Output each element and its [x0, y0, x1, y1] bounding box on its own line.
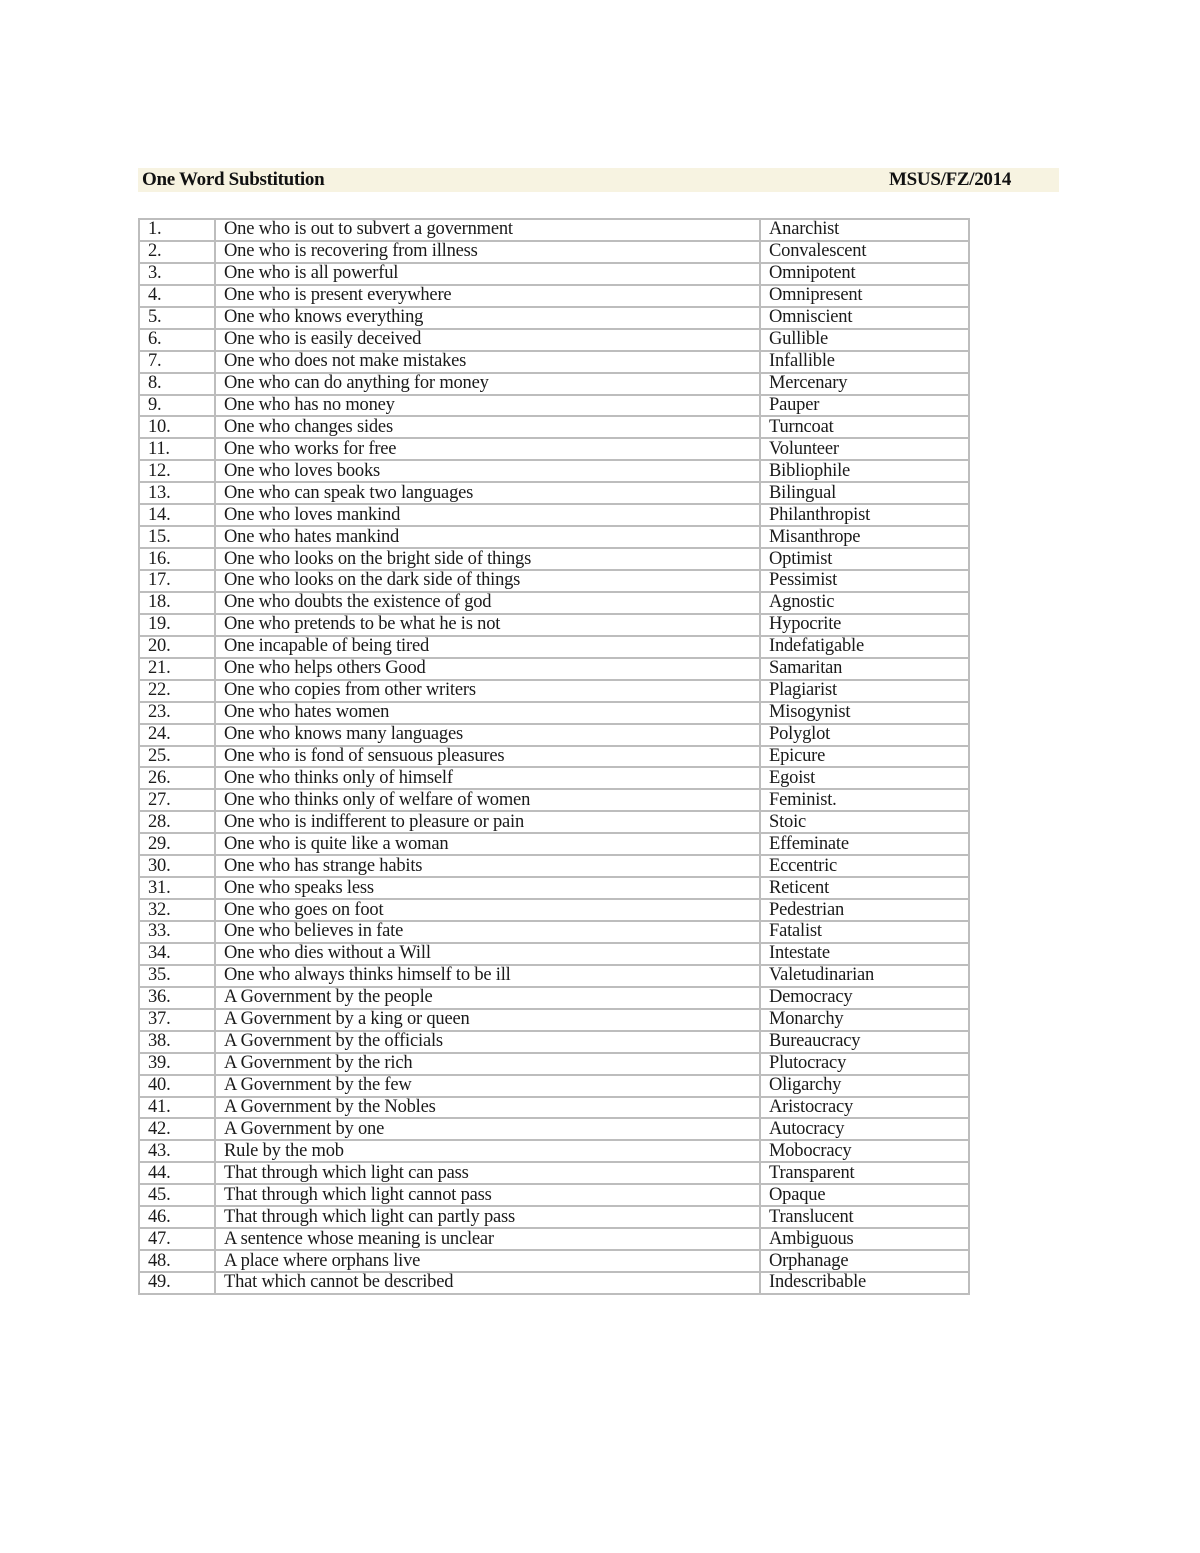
table-row	[139, 1009, 969, 1031]
row-definition: One who is out to subvert a government	[215, 219, 760, 241]
row-definition: One who looks on the dark side of things	[215, 570, 760, 592]
table-row	[139, 1206, 969, 1228]
row-definition: A place where orphans live	[215, 1250, 760, 1272]
row-word: Agnostic	[760, 592, 969, 614]
row-word: Aristocracy	[760, 1097, 969, 1119]
row-definition: A sentence whose meaning is unclear	[215, 1228, 760, 1250]
row-definition: One who has strange habits	[215, 855, 760, 877]
row-word: Polyglot	[760, 724, 969, 746]
row-number: 26.	[139, 767, 215, 789]
row-definition: One who goes on foot	[215, 899, 760, 921]
row-number: 37.	[139, 1009, 215, 1031]
row-definition: One who can speak two languages	[215, 482, 760, 504]
row-word: Reticent	[760, 877, 969, 899]
row-definition: A Government by the people	[215, 987, 760, 1009]
table-row	[139, 702, 969, 724]
row-word: Orphanage	[760, 1250, 969, 1272]
table-row	[139, 636, 969, 658]
row-word: Monarchy	[760, 1009, 969, 1031]
table-row	[139, 460, 969, 482]
row-number: 12.	[139, 460, 215, 482]
table-row	[139, 943, 969, 965]
row-definition: One who thinks only of welfare of women	[215, 789, 760, 811]
row-number: 2.	[139, 241, 215, 263]
row-definition: One who is quite like a woman	[215, 833, 760, 855]
row-number: 39.	[139, 1053, 215, 1075]
row-word: Intestate	[760, 943, 969, 965]
row-number: 17.	[139, 570, 215, 592]
table-row	[139, 1184, 969, 1206]
row-word: Philanthropist	[760, 504, 969, 526]
row-word: Omnipresent	[760, 285, 969, 307]
row-word: Volunteer	[760, 438, 969, 460]
row-word: Bureaucracy	[760, 1031, 969, 1053]
row-word: Optimist	[760, 548, 969, 570]
row-number: 23.	[139, 702, 215, 724]
row-number: 6.	[139, 329, 215, 351]
row-definition: One who is present everywhere	[215, 285, 760, 307]
table-row	[139, 724, 969, 746]
row-number: 41.	[139, 1097, 215, 1119]
table-row	[139, 767, 969, 789]
row-definition: One who knows many languages	[215, 724, 760, 746]
row-word: Pessimist	[760, 570, 969, 592]
row-definition: That through which light can partly pass	[215, 1206, 760, 1228]
row-word: Opaque	[760, 1184, 969, 1206]
row-number: 20.	[139, 636, 215, 658]
table-row	[139, 592, 969, 614]
row-definition: One who helps others Good	[215, 658, 760, 680]
row-word: Indescribable	[760, 1272, 969, 1294]
table-row	[139, 263, 969, 285]
row-definition: One who doubts the existence of god	[215, 592, 760, 614]
row-word: Gullible	[760, 329, 969, 351]
table-row	[139, 1228, 969, 1250]
row-word: Mobocracy	[760, 1140, 969, 1162]
row-definition: One who speaks less	[215, 877, 760, 899]
row-number: 15.	[139, 526, 215, 548]
row-number: 32.	[139, 899, 215, 921]
table-row	[139, 899, 969, 921]
table-row	[139, 1031, 969, 1053]
row-definition: A Government by the few	[215, 1075, 760, 1097]
row-definition: One who is indifferent to pleasure or pain	[215, 811, 760, 833]
row-number: 33.	[139, 921, 215, 943]
row-number: 14.	[139, 504, 215, 526]
row-word: Anarchist	[760, 219, 969, 241]
document-title: One Word Substitution	[142, 169, 325, 190]
row-number: 16.	[139, 548, 215, 570]
table-row	[139, 548, 969, 570]
row-definition: A Government by a king or queen	[215, 1009, 760, 1031]
row-word: Omnipotent	[760, 263, 969, 285]
row-word: Mercenary	[760, 373, 969, 395]
row-number: 24.	[139, 724, 215, 746]
row-number: 44.	[139, 1162, 215, 1184]
row-number: 18.	[139, 592, 215, 614]
table-row	[139, 833, 969, 855]
table-row	[139, 1272, 969, 1294]
row-number: 47.	[139, 1228, 215, 1250]
table-row	[139, 614, 969, 636]
table-row	[139, 1053, 969, 1075]
table-row	[139, 921, 969, 943]
row-definition: One who looks on the bright side of things	[215, 548, 760, 570]
row-definition: One who changes sides	[215, 416, 760, 438]
row-number: 21.	[139, 658, 215, 680]
row-definition: One who hates mankind	[215, 526, 760, 548]
row-number: 9.	[139, 395, 215, 417]
row-word: Plagiarist	[760, 680, 969, 702]
table-row	[139, 1097, 969, 1119]
row-definition: One incapable of being tired	[215, 636, 760, 658]
row-definition: One who knows everything	[215, 307, 760, 329]
table-row	[139, 482, 969, 504]
row-number: 42.	[139, 1118, 215, 1140]
row-number: 35.	[139, 965, 215, 987]
table-row	[139, 504, 969, 526]
table-row	[139, 965, 969, 987]
row-number: 25.	[139, 746, 215, 768]
row-word: Transparent	[760, 1162, 969, 1184]
table-row	[139, 373, 969, 395]
table-row	[139, 416, 969, 438]
table-row	[139, 438, 969, 460]
row-word: Hypocrite	[760, 614, 969, 636]
row-number: 4.	[139, 285, 215, 307]
row-definition: One who is all powerful	[215, 263, 760, 285]
table-row	[139, 680, 969, 702]
table-row	[139, 1075, 969, 1097]
row-number: 10.	[139, 416, 215, 438]
row-number: 40.	[139, 1075, 215, 1097]
row-number: 19.	[139, 614, 215, 636]
row-definition: One who always thinks himself to be ill	[215, 965, 760, 987]
table-row	[139, 351, 969, 373]
row-word: Bibliophile	[760, 460, 969, 482]
table-row	[139, 329, 969, 351]
row-definition: One who dies without a Will	[215, 943, 760, 965]
row-definition: One who is easily deceived	[215, 329, 760, 351]
row-number: 29.	[139, 833, 215, 855]
row-word: Misogynist	[760, 702, 969, 724]
row-definition: A Government by one	[215, 1118, 760, 1140]
table-row	[139, 855, 969, 877]
row-word: Valetudinarian	[760, 965, 969, 987]
row-number: 46.	[139, 1206, 215, 1228]
row-word: Convalescent	[760, 241, 969, 263]
row-number: 5.	[139, 307, 215, 329]
row-definition: Rule by the mob	[215, 1140, 760, 1162]
row-number: 38.	[139, 1031, 215, 1053]
row-definition: A Government by the Nobles	[215, 1097, 760, 1119]
row-word: Misanthrope	[760, 526, 969, 548]
row-word: Feminist.	[760, 789, 969, 811]
row-number: 45.	[139, 1184, 215, 1206]
row-number: 43.	[139, 1140, 215, 1162]
row-number: 28.	[139, 811, 215, 833]
table-row	[139, 219, 969, 241]
row-word: Stoic	[760, 811, 969, 833]
row-word: Autocracy	[760, 1118, 969, 1140]
table-row	[139, 789, 969, 811]
row-word: Egoist	[760, 767, 969, 789]
table-row	[139, 658, 969, 680]
table-row	[139, 987, 969, 1009]
table-body	[139, 219, 969, 1294]
row-number: 49.	[139, 1272, 215, 1294]
table-row	[139, 241, 969, 263]
table-row	[139, 570, 969, 592]
row-word: Indefatigable	[760, 636, 969, 658]
row-number: 13.	[139, 482, 215, 504]
row-definition: One who does not make mistakes	[215, 351, 760, 373]
row-definition: One who thinks only of himself	[215, 767, 760, 789]
row-word: Bilingual	[760, 482, 969, 504]
row-word: Democracy	[760, 987, 969, 1009]
row-word: Translucent	[760, 1206, 969, 1228]
row-word: Epicure	[760, 746, 969, 768]
row-definition: One who loves mankind	[215, 504, 760, 526]
row-word: Plutocracy	[760, 1053, 969, 1075]
row-word: Pedestrian	[760, 899, 969, 921]
row-definition: One who believes in fate	[215, 921, 760, 943]
row-number: 48.	[139, 1250, 215, 1272]
row-word: Omniscient	[760, 307, 969, 329]
row-definition: One who works for free	[215, 438, 760, 460]
row-number: 22.	[139, 680, 215, 702]
row-definition: That through which light can pass	[215, 1162, 760, 1184]
row-definition: That through which light cannot pass	[215, 1184, 760, 1206]
row-word: Effeminate	[760, 833, 969, 855]
row-definition: One who is recovering from illness	[215, 241, 760, 263]
row-number: 30.	[139, 855, 215, 877]
document-code: MSUS/FZ/2014	[889, 169, 1012, 190]
row-word: Eccentric	[760, 855, 969, 877]
table-row	[139, 307, 969, 329]
row-number: 27.	[139, 789, 215, 811]
row-word: Fatalist	[760, 921, 969, 943]
row-word: Samaritan	[760, 658, 969, 680]
row-number: 1.	[139, 219, 215, 241]
row-number: 11.	[139, 438, 215, 460]
row-definition: A Government by the rich	[215, 1053, 760, 1075]
row-number: 3.	[139, 263, 215, 285]
row-definition: One who hates women	[215, 702, 760, 724]
row-number: 8.	[139, 373, 215, 395]
row-number: 7.	[139, 351, 215, 373]
row-definition: One who pretends to be what he is not	[215, 614, 760, 636]
table-row	[139, 877, 969, 899]
row-definition: A Government by the officials	[215, 1031, 760, 1053]
row-definition: One who copies from other writers	[215, 680, 760, 702]
row-word: Turncoat	[760, 416, 969, 438]
row-word: Oligarchy	[760, 1075, 969, 1097]
row-number: 31.	[139, 877, 215, 899]
row-number: 36.	[139, 987, 215, 1009]
table-row	[139, 395, 969, 417]
row-word: Ambiguous	[760, 1228, 969, 1250]
table-row	[139, 285, 969, 307]
row-word: Pauper	[760, 395, 969, 417]
table-row	[139, 526, 969, 548]
table-row	[139, 811, 969, 833]
row-definition: One who is fond of sensuous pleasures	[215, 746, 760, 768]
table-row	[139, 1250, 969, 1272]
row-word: Infallible	[760, 351, 969, 373]
table-row	[139, 1140, 969, 1162]
table-row	[139, 746, 969, 768]
row-definition: That which cannot be described	[215, 1272, 760, 1294]
word-substitution-table	[138, 218, 970, 1295]
row-definition: One who can do anything for money	[215, 373, 760, 395]
row-definition: One who loves books	[215, 460, 760, 482]
table-row	[139, 1118, 969, 1140]
row-number: 34.	[139, 943, 215, 965]
row-definition: One who has no money	[215, 395, 760, 417]
table-row	[139, 1162, 969, 1184]
